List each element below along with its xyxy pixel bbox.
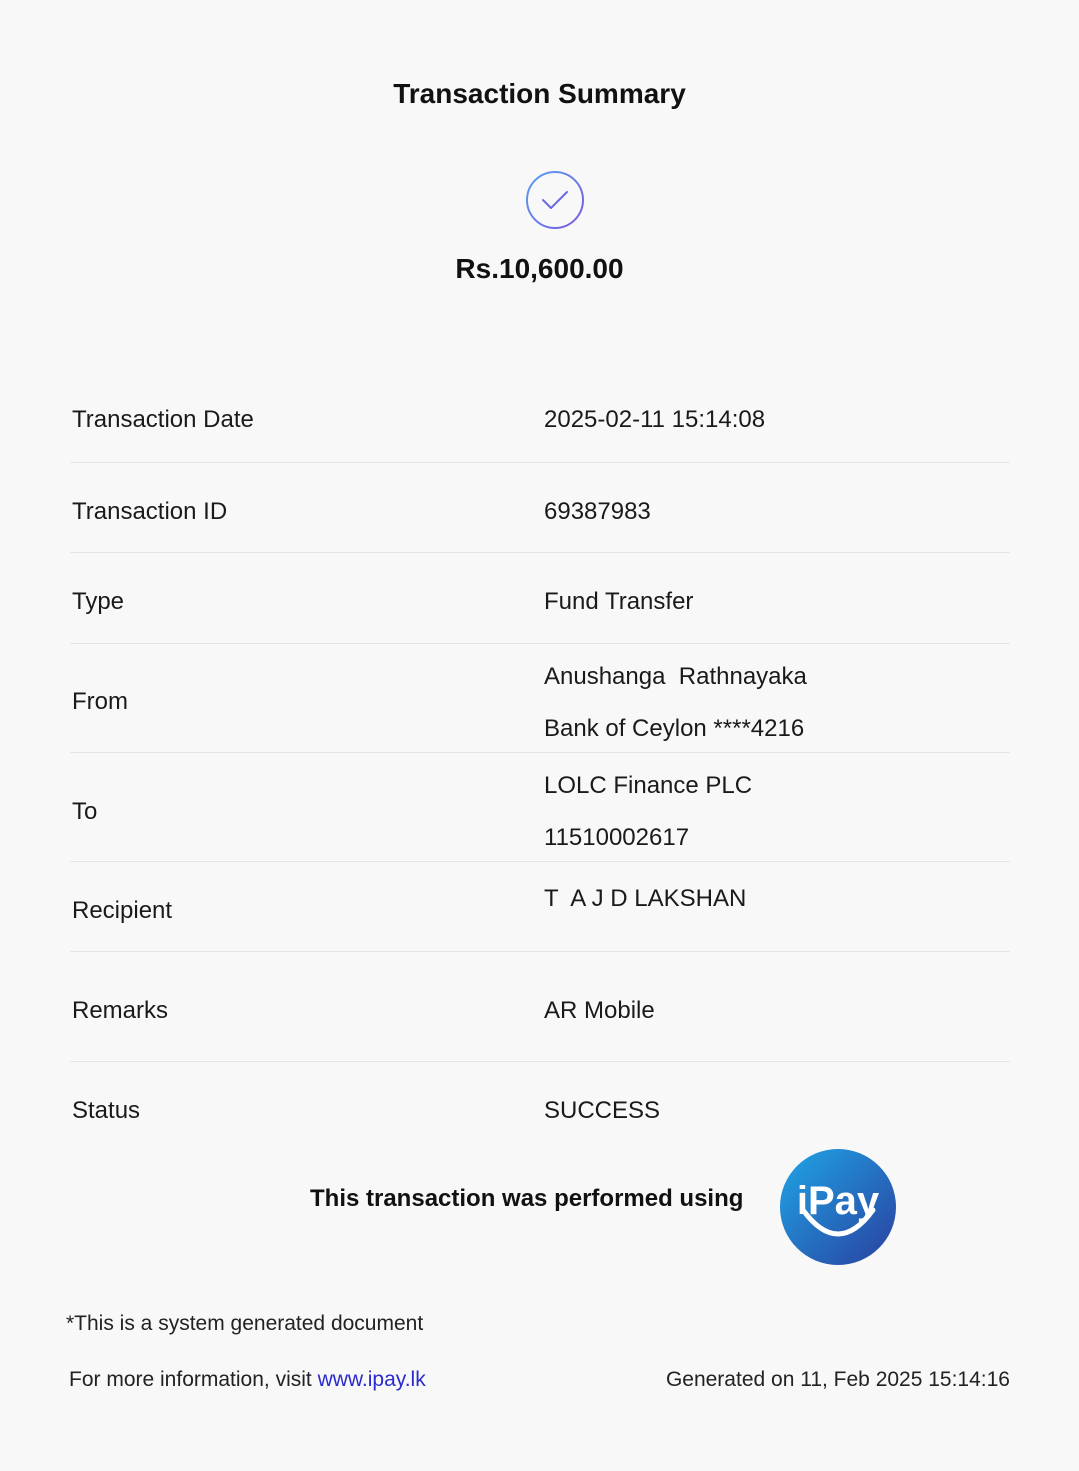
detail-label: Recipient — [72, 897, 173, 924]
ipay-logo — [779, 1148, 897, 1266]
detail-row-from — [70, 643, 1010, 753]
page-title: Transaction Summary — [393, 78, 686, 109]
transaction-amount: Rs.10,600.00 — [455, 253, 624, 284]
system-generated-note: *This is a system generated document — [66, 1312, 424, 1335]
detail-row-status — [70, 1061, 1010, 1141]
detail-row-type — [70, 552, 1010, 644]
detail-value: AR Mobile — [544, 997, 655, 1024]
detail-row-to — [70, 752, 1010, 862]
detail-label: Type — [72, 588, 125, 615]
performed-using-text: This transaction was performed using — [310, 1185, 744, 1212]
website-link[interactable]: www.ipay.lk — [317, 1368, 426, 1391]
detail-row-transaction-date — [70, 392, 1010, 463]
detail-value: 2025-02-11 15:14:08 — [544, 406, 766, 433]
detail-label: Remarks — [72, 997, 169, 1024]
detail-row-transaction-id — [70, 462, 1010, 553]
payee-name: LOLC Finance PLC — [544, 772, 753, 799]
more-info-text: For more information, visit — [69, 1368, 318, 1391]
generated-timestamp: Generated on 11, Feb 2025 15:14:16 — [665, 1368, 1010, 1391]
check-circle-icon — [525, 170, 585, 230]
detail-label: Transaction Date — [72, 406, 254, 433]
svg-text:iPay: iPay — [796, 1179, 880, 1223]
detail-label: Status — [72, 1097, 141, 1124]
detail-value: Fund Transfer — [544, 588, 694, 615]
status-value: SUCCESS — [544, 1097, 661, 1124]
sender-name: Anushanga Rathnayaka — [544, 663, 807, 690]
detail-row-remarks — [70, 951, 1010, 1062]
sender-account: Bank of Ceylon ****4216 — [544, 715, 805, 742]
detail-row-recipient — [70, 861, 1010, 952]
detail-label: To — [72, 798, 98, 825]
payee-account: 11510002617 — [544, 824, 690, 851]
detail-label: From — [72, 688, 128, 715]
detail-value: 69387983 — [544, 498, 651, 525]
more-info — [69, 1368, 426, 1392]
detail-value: T A J D LAKSHAN — [544, 885, 747, 912]
detail-label: Transaction ID — [72, 498, 228, 525]
